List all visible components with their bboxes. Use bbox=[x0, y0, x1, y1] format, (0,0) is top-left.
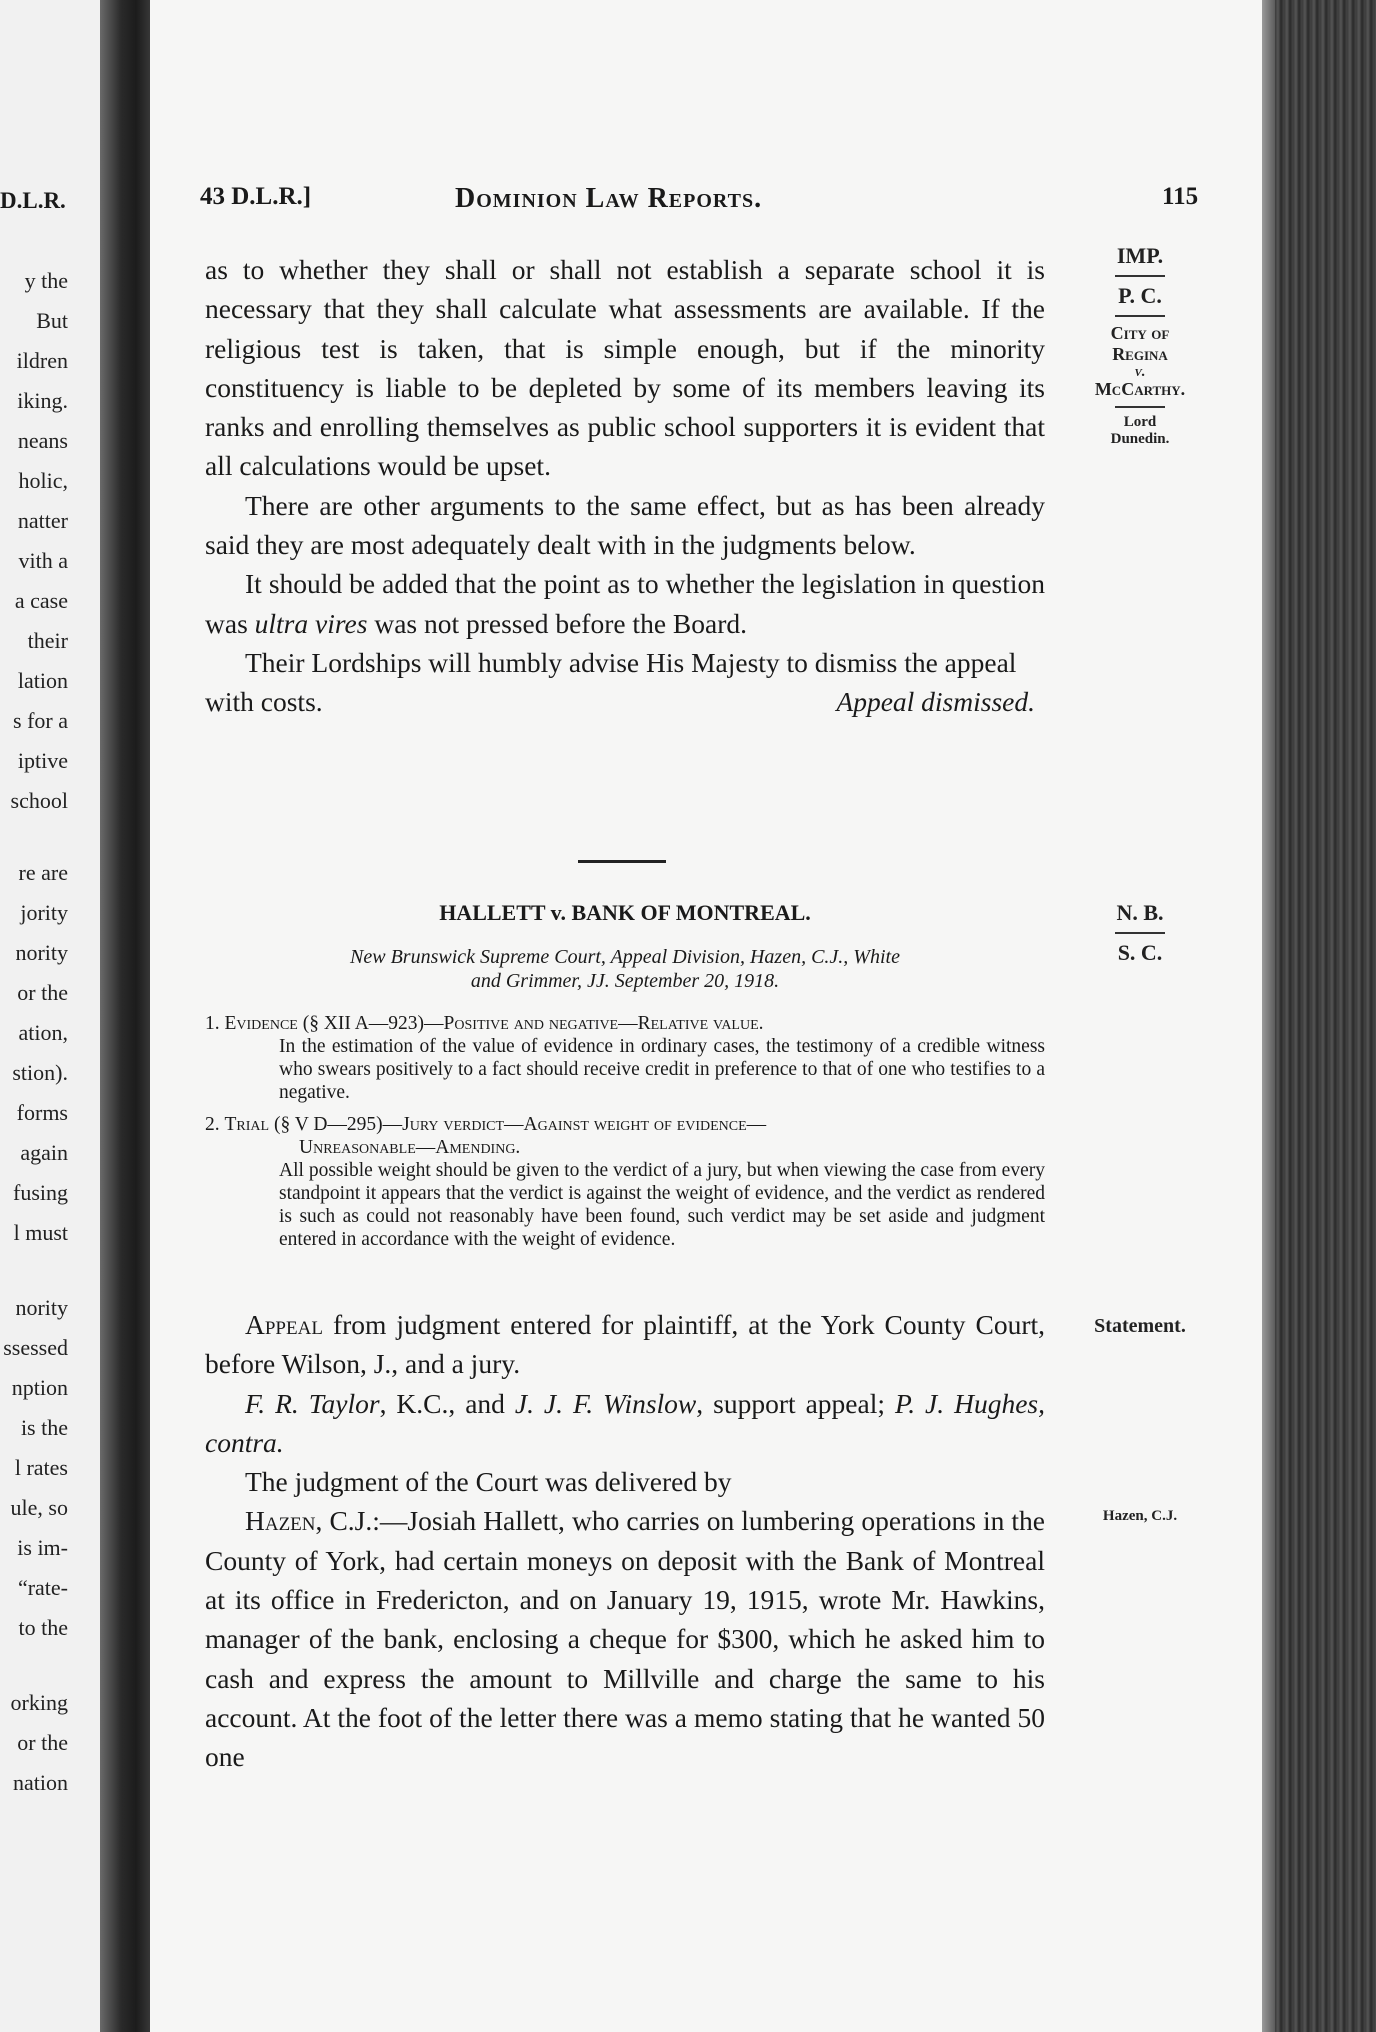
headnote-2 bbox=[205, 1113, 1045, 1251]
facing-page-line: But bbox=[36, 308, 68, 333]
counsel-name: F. R. Taylor bbox=[245, 1387, 380, 1419]
facing-page-line: ssessed bbox=[3, 1335, 68, 1360]
facing-page-line: lation bbox=[17, 668, 68, 693]
facing-page-line: ule, so bbox=[10, 1495, 68, 1520]
facing-page-line: ation, bbox=[18, 1020, 68, 1045]
counsel-name: P. J. Hughes, contra. bbox=[205, 1387, 1045, 1458]
headnote-topic-text: Unreasonable—Amending. bbox=[299, 1137, 521, 1158]
lead-word: Appeal bbox=[245, 1309, 323, 1340]
facing-page-line: ildren bbox=[16, 348, 68, 373]
facing-page-line: l rates bbox=[14, 1455, 68, 1480]
facing-page-line: their bbox=[27, 628, 68, 653]
margin-judge-line: Lord bbox=[1123, 414, 1157, 430]
facing-page-line: s for a bbox=[13, 708, 68, 733]
facing-page-line: y the bbox=[24, 268, 68, 293]
headnote-topic-text: Trial (§ V D—295)—Jury verdict—Against weight of evidence— bbox=[224, 1114, 767, 1135]
facing-page-line: is the bbox=[20, 1415, 68, 1440]
headnote-topic-text: Evidence (§ XII A—923)—Positive and negative—Relative value. bbox=[224, 1013, 764, 1034]
margin-case-court bbox=[1070, 900, 1210, 966]
margin-rule bbox=[1115, 315, 1165, 317]
facing-page-line: holic, bbox=[18, 468, 68, 493]
facing-page-line: or the bbox=[17, 1730, 68, 1755]
margin-court-label: N. B. bbox=[1116, 900, 1164, 925]
margin-case-name bbox=[1070, 323, 1210, 400]
margin-case-line: Regina bbox=[1112, 344, 1168, 364]
facing-page-line: iptive bbox=[17, 748, 68, 773]
text-span: was not pressed before the Board. bbox=[367, 607, 747, 639]
text-span: from judgment entered for plaintiff, at the York County Court, before Wilson, J., and a jury. bbox=[205, 1309, 1045, 1380]
counsel-name: J. J. F. Winslow bbox=[514, 1387, 697, 1419]
margin-rule bbox=[1115, 275, 1165, 277]
italic-term: ultra vires bbox=[254, 607, 368, 639]
facing-page-line: is im- bbox=[17, 1535, 68, 1560]
facing-page-line: again bbox=[20, 1140, 68, 1165]
margin-case-line: City of bbox=[1110, 323, 1170, 343]
facing-page-line: or the bbox=[17, 980, 68, 1005]
facing-page bbox=[0, 0, 108, 2032]
judge-lead: Hazen, C.J. bbox=[245, 1505, 373, 1537]
facing-page-line: neans bbox=[17, 428, 68, 453]
paragraph bbox=[205, 643, 1045, 722]
book-edge bbox=[1275, 0, 1376, 2032]
text-span: , K.C., and bbox=[379, 1387, 515, 1419]
paragraph bbox=[205, 1305, 1045, 1384]
facing-page-line: re are bbox=[18, 860, 68, 885]
result-label: Appeal dismissed. bbox=[836, 686, 1035, 718]
facing-page-line: school bbox=[10, 788, 68, 813]
opinion-conclusion bbox=[205, 250, 1045, 722]
headnote-text: All possible weight should be given to the verdict of a jury, but when viewing the case from every standpoint it appears that the verdict is against the weight of evidence, and the verdict as rendered is such as could not reasonably have been found, such verdict may be set aside and judgment entered in accordance with the weight of evidence. bbox=[279, 1160, 1045, 1250]
facing-page-line: nority bbox=[15, 940, 68, 965]
paragraph: as to whether they shall or shall not establish a separate school it is necessary that they shall calculate what assessments are available. If the religious test is taken, that is simple enough, but if the minority constituency is liable to be depleted by some of its members leaving its ranks and enrolling themselves as public school supporters it is evident that all calculations would be upset. bbox=[205, 254, 1045, 482]
court-line-2: and Grimmer, JJ. September 20, 1918. bbox=[470, 970, 780, 992]
headnote-text: In the estimation of the value of evidence in ordinary cases, the testimony of a credible witness who swears positively to a fact should receive credit in preference to that of one who testifies to a negative. bbox=[279, 1036, 1045, 1103]
paragraph bbox=[205, 564, 1045, 643]
margin-judge bbox=[1070, 414, 1210, 448]
paragraph bbox=[205, 1384, 1045, 1463]
headnote-number: 1. bbox=[205, 1013, 220, 1034]
paragraph bbox=[205, 1501, 1045, 1776]
running-head-title: Dominion Law Reports. bbox=[455, 183, 763, 214]
page-number: 115 bbox=[1162, 183, 1199, 210]
facing-page-line: l must bbox=[13, 1220, 68, 1245]
opinion-body bbox=[205, 1305, 1045, 1777]
court-line bbox=[240, 945, 1010, 993]
text-span: Their Lordships will humbly advise His Majesty to dismiss the appeal with costs. bbox=[205, 646, 1017, 718]
text-span: It should be added that the point as to whether the legislation in question was bbox=[205, 568, 1045, 639]
facing-page-line: jority bbox=[20, 900, 68, 925]
facing-page-line: vith a bbox=[18, 548, 68, 573]
facing-page-line: nption bbox=[11, 1375, 68, 1400]
facing-page-line: stion). bbox=[12, 1060, 68, 1085]
text-span: :—Josiah Hallett, who carries on lumbering operations in the County of York, had certain moneys on deposit with the Bank of Montreal at its office in Fredericton, and on January 19, 1915, wrote Mr. Hawkins, manager of the bank, enclosing a cheque for $300, which he asked him to cash and express the amount to Millville and charge the same to his account. At the foot of the letter there was a memo stating that he wanted 50 one bbox=[205, 1505, 1046, 1773]
headnote-topic bbox=[205, 1012, 1045, 1035]
facing-page-line: to the bbox=[18, 1615, 68, 1640]
margin-court-label: IMP. bbox=[1116, 243, 1164, 268]
facing-page-line: natter bbox=[17, 508, 68, 533]
facing-page-line: nority bbox=[15, 1295, 68, 1320]
text-span: , support appeal; bbox=[696, 1387, 895, 1419]
margin-statement: Statement. bbox=[1094, 1315, 1186, 1337]
paragraph: There are other arguments to the same effect, but as has been already said they are most adequately dealt with in the judgments below. bbox=[205, 489, 1045, 561]
paragraph: The judgment of the Court was delivered by bbox=[245, 1466, 732, 1498]
facing-page-line: orking bbox=[10, 1690, 68, 1715]
facing-page-line: nation bbox=[13, 1770, 68, 1795]
case-title: HALLETT v. BANK OF MONTREAL. bbox=[439, 900, 811, 925]
margin-rule bbox=[1115, 406, 1165, 408]
running-head-volume: 43 D.L.R.] bbox=[200, 183, 312, 210]
margin-rule bbox=[1115, 932, 1165, 934]
facing-page-line: fusing bbox=[13, 1180, 68, 1205]
facing-page-line: forms bbox=[16, 1100, 68, 1125]
facing-page-line: a case bbox=[14, 588, 68, 613]
margin-judge-note: Hazen, C.J. bbox=[1102, 1508, 1178, 1524]
facing-page-header: D.L.R. bbox=[0, 188, 66, 213]
margin-case-v: v. bbox=[1134, 364, 1146, 380]
facing-page-line: “rate- bbox=[17, 1575, 68, 1600]
margin-court bbox=[1070, 243, 1210, 448]
margin-judge-line: Dunedin. bbox=[1110, 431, 1170, 447]
facing-page-line: iking. bbox=[17, 388, 68, 413]
margin-case-line: McCarthy. bbox=[1094, 379, 1186, 399]
headnote-number: 2. bbox=[205, 1114, 220, 1135]
court-line-1: New Brunswick Supreme Court, Appeal Division, Hazen, C.J., White bbox=[350, 946, 900, 968]
headnote-topic bbox=[205, 1113, 1045, 1136]
headnote-1 bbox=[205, 1012, 1045, 1104]
margin-court-sub: S. C. bbox=[1117, 940, 1163, 965]
margin-court-sub: P. C. bbox=[1118, 283, 1162, 308]
section-divider bbox=[578, 860, 666, 863]
